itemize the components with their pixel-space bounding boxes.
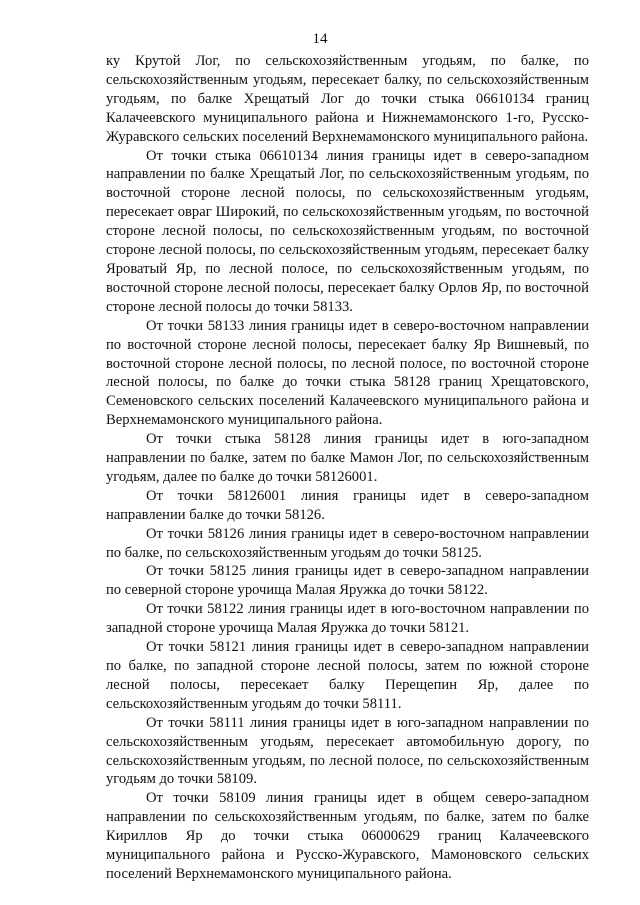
paragraph: От точки 58122 линия границы идет в юго-восточном направлении по западной стороне урочища Малая Яружка до точки 58121.: [106, 601, 589, 637]
paragraph: От точки 58111 линия границы идет в юго-западном направлении по сельскохозяйственным угодьям, пересекает автомобильную дорогу, по сельскохозяйственным угодьям, по лесной полосе, по сельскохозяйственным угодьям до точки 58109.: [106, 714, 589, 788]
document-body: [106, 52, 589, 884]
paragraph: От точки 58133 линия границы идет в северо-восточном направлении по восточной стороне лесной полосы, пересекает балку Яр Вишневый, по восточной стороне лесной полосы, по лесной полосе, по восточной стороне лесной полосы, по балке до точки стыка 58128 границ Хрещатовского, Семеновского сельских поселений Калачеевского муниципального района и Верхнемамонского муниципального района.: [106, 317, 589, 429]
paragraph: От точки 58121 линия границы идет в северо-западном направлении по балке, по западной стороне лесной полосы, затем по южной стороне лесной полосы, пересекает балку Перещепин Яр, далее по сельскохозяйственным угодьям до точки 58111.: [106, 639, 589, 712]
paragraph: От точки 58109 линия границы идет в общем северо-западном направлении по сельскохозяйственным угодьям, по балке, затем по балке Кириллов Яр до точки стыка 06000629 границ Калачеевского муниципального района и Русско-Журавского, Мамоновского сельских поселений Верхнемамонского муниципального района.: [106, 790, 589, 882]
paragraph: От точки 58126 линия границы идет в северо-восточном направлении по балке, по сельскохозяйственным угодьям до точки 58125.: [106, 525, 589, 561]
paragraph: От точки 58126001 линия границы идет в северо-западном направлении балке до точки 58126.: [106, 487, 589, 523]
page-number: 14: [312, 31, 328, 47]
paragraph-continuation: ку Крутой Лог, по сельскохозяйственным угодьям, по балке, по сельскохозяйственным угодьям, пересекает балку, по сельскохозяйственным угодьям, по балке Хрещатый Лог до точки стыка 06610134 границ Калачеевского муниципального района и Нижнемамонского 1-го, Русско-Журавского сельских поселений Верхнемамонского муниципального района.: [106, 53, 589, 145]
paragraph: От точки стыка 06610134 линия границы идет в северо-западном направлении по балке Хрещатый Лог, по сельскохозяйственным угодьям, по восточной стороне лесной полосы, по сельскохозяйственным угодьям, пересекает овраг Широкий, по сельскохозяйственным угодьям, по восточной стороне лесной полосы, по сельскохозяйственным угодьям, по восточной стороне лесной полосы, по сельскохозяйственным угодьям, пересекает балку Яроватый Яр, по лесной полосе, по сельскохозяйственным угодьям, по восточной стороне лесной полосы, пересекает балку Орлов Яр, по восточной стороне лесной полосы до точки 58133.: [106, 147, 589, 315]
paragraph: От точки 58125 линия границы идет в северо-западном направлении по северной стороне урочища Малая Яружка до точки 58122.: [106, 563, 589, 599]
paragraph: От точки стыка 58128 линия границы идет в юго-западном направлении по балке, затем по балке Мамон Лог, по сельскохозяйственным угодьям, далее по балке до точки 58126001.: [106, 431, 589, 485]
